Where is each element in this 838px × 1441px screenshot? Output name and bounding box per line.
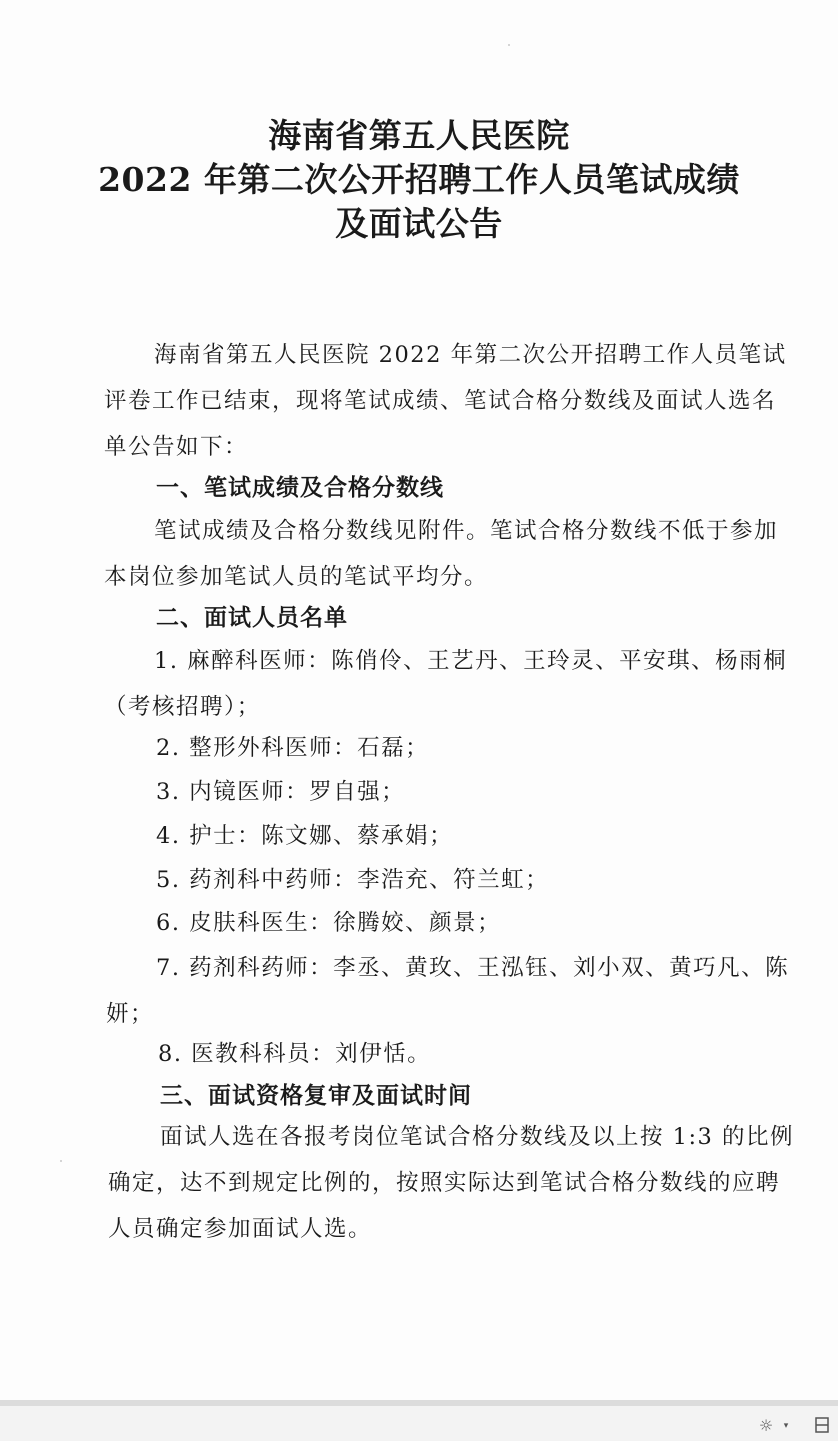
scan-speck (508, 44, 510, 46)
section-1-heading: 一、笔试成绩及合格分数线 (156, 475, 444, 501)
chevron-down-icon[interactable]: ▾ (783, 1421, 789, 1431)
sun-icon[interactable]: ☼ (758, 1416, 774, 1435)
title-line-1: 海南省第五人民医院 (268, 116, 570, 155)
interview-list-item: 6. 皮肤科医生：徐腾姣、颜景； (156, 910, 502, 936)
section-2-heading: 二、面试人员名单 (156, 605, 348, 631)
intro-paragraph: 海南省第五人民医院 2022 年第二次公开招聘工作人员笔试评卷工作已结束，现将笔试成绩、笔试合格分数线及面试人选名单公告如下： (104, 342, 787, 460)
section-1-body: 笔试成绩及合格分数线见附件。笔试合格分数线不低于参加本岗位参加笔试人员的笔试平均分。 (104, 518, 779, 590)
page-layout-icon (813, 1416, 831, 1434)
page-layout-icon[interactable] (812, 1416, 832, 1436)
interview-list-item: 1. 麻醉科医师：陈俏伶、王艺丹、王玲灵、平安琪、杨雨桐（考核招聘）； (104, 648, 788, 720)
interview-list-item: 2. 整形外科医师：石磊； (156, 735, 430, 761)
interview-list-item: 5. 药剂科中药师：李浩充、符兰虹； (156, 867, 550, 893)
scan-speck (60, 1160, 62, 1162)
interview-list-item: 8. 医教科科员：刘伊恬。 (158, 1041, 432, 1067)
title-line-2: 2022 年第二次公开招聘工作人员笔试成绩 (98, 160, 740, 199)
interview-list-item: 3. 内镜医师：罗自强； (156, 779, 406, 805)
title-line-3: 及面试公告 (335, 204, 503, 243)
viewer-bottom-bar (0, 1400, 838, 1441)
section-3-body: 面试人选在各报考岗位笔试合格分数线及以上按 1:3 的比例确定，达不到规定比例的，按照实际达到笔试合格分数线的应聘人员确定参加面试人选。 (108, 1124, 795, 1242)
section-3-heading: 三、面试资格复审及面试时间 (160, 1083, 472, 1109)
interview-list-item: 7. 药剂科药师：李丞、黄玫、王泓钰、刘小双、黄巧凡、陈妍； (106, 955, 790, 1027)
interview-list-item: 4. 护士：陈文娜、蔡承娟； (156, 823, 454, 849)
